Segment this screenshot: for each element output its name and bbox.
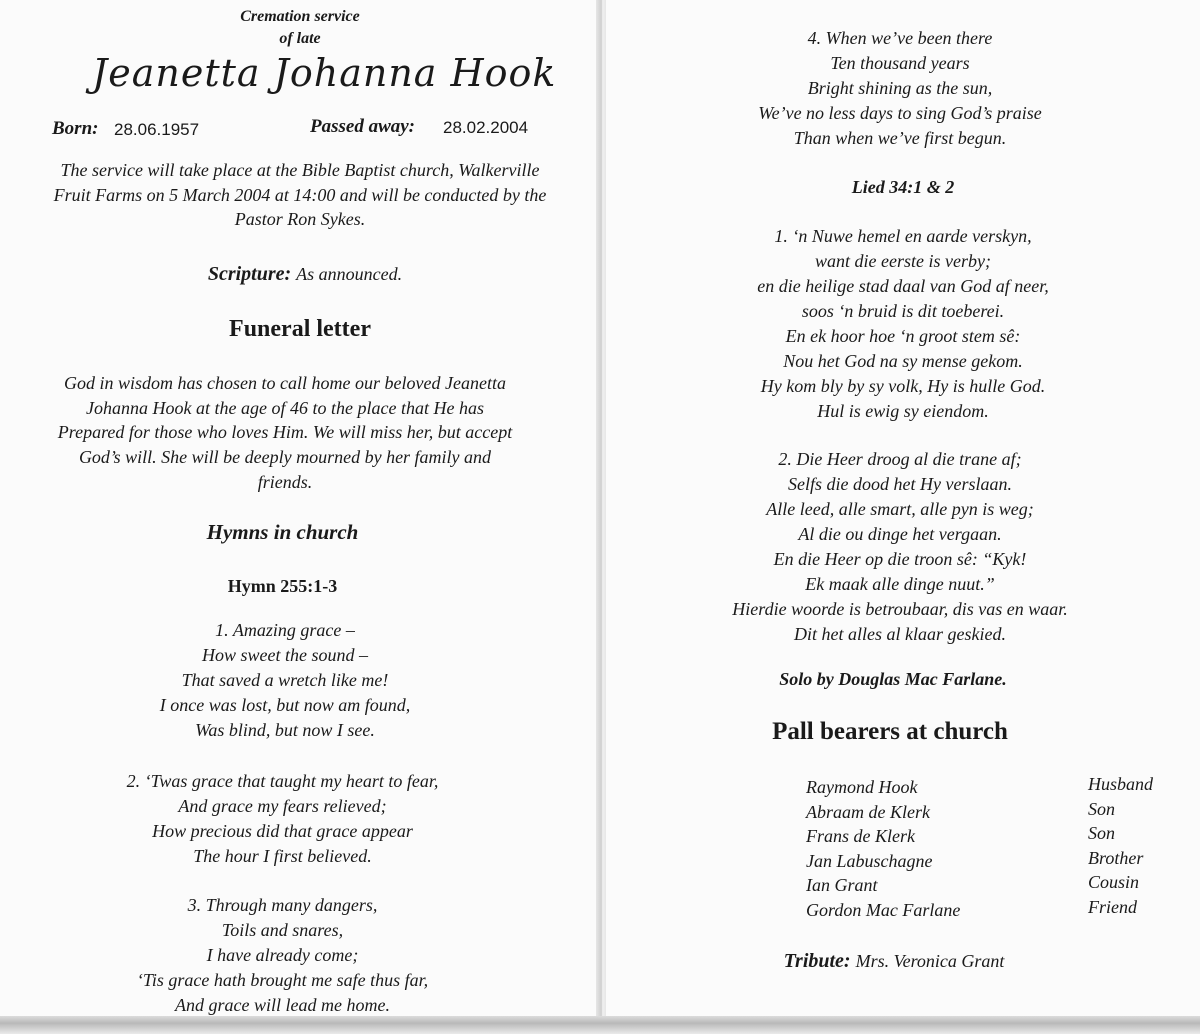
verse-line: 1. Amazing grace – — [215, 620, 355, 640]
verse-line: And grace my fears relieved; — [178, 796, 387, 816]
pall-bearer-name: Gordon Mac Farlane — [806, 899, 961, 920]
pall-bearer-name: Ian Grant — [806, 875, 878, 895]
verse-line: 2. ‘Twas grace that taught my heart to fear, — [126, 771, 439, 791]
verse-line: Hierdie woorde is betroubaar, dis vas en waar. — [732, 599, 1068, 619]
hymn-verse-1 — [0, 620, 570, 745]
verse-line: soos ‘n bruid is dit toeberei. — [801, 301, 1005, 321]
service-info-line: The service will take place at the Bible Baptist church, Walkerville — [60, 160, 540, 180]
hymn-verse-2 — [0, 771, 565, 871]
verse-line: Ek maak alle dinge nuut.” — [805, 574, 995, 594]
verse-line: I once was lost, but now am found, — [159, 695, 411, 715]
scripture — [0, 263, 610, 286]
service-line-2: of late — [279, 30, 321, 47]
lied-verse-1 — [606, 226, 1200, 426]
pall-bearer-relation: Brother — [1088, 847, 1144, 868]
service-line-1: Cremation service — [240, 8, 360, 25]
verse-line: I have already come; — [206, 945, 359, 965]
deceased-name: Jeanetta Johanna Hook — [92, 51, 557, 95]
lied-verse-2 — [606, 449, 1194, 649]
pall-bearer-names — [806, 777, 960, 924]
tribute-label: Tribute: — [783, 950, 851, 972]
tribute-value: Mrs. Veronica Grant — [855, 951, 1005, 971]
verse-line: That saved a wretch like me! — [181, 670, 389, 690]
verse-line: Ten thousand years — [830, 53, 970, 73]
verse-line: Toils and snares, — [221, 920, 344, 940]
funeral-letter-heading: Funeral letter — [229, 316, 371, 342]
passed-away-date: 28.02.2004 — [443, 118, 529, 137]
verse-line: How precious did that grace appear — [152, 821, 413, 841]
verse-line: 1. ‘n Nuwe hemel en aarde verskyn, — [774, 226, 1032, 246]
pall-bearer-relation: Husband — [1088, 774, 1154, 794]
pall-bearers-heading: Pall bearers at church — [772, 718, 1008, 745]
verse-line: The hour I first believed. — [193, 846, 372, 866]
solo-line: Solo by Douglas Mac Farlane. — [779, 669, 1007, 689]
service-info-line: Pastor Ron Sykes. — [234, 209, 366, 230]
service-heading — [170, 6, 430, 50]
pall-bearer-relation: Friend — [1088, 896, 1137, 917]
hymns-heading: Hymns in church — [206, 520, 359, 544]
right-page — [606, 0, 1200, 1016]
funeral-letter-body — [0, 373, 570, 496]
verse-line: Nou het God na sy mense gekom. — [783, 351, 1023, 371]
pall-bearer-name: Raymond Hook — [806, 777, 918, 797]
verse-line: want die eerste is verby; — [815, 251, 991, 271]
passed-away-label: Passed away: — [310, 116, 416, 137]
verse-line: Dit het alles al klaar geskied. — [794, 624, 1006, 644]
verse-line: en die heilige stad daal van God af neer, — [757, 276, 1049, 296]
verse-line: En ek hoor hoe ‘n groot stem sê: — [785, 326, 1021, 346]
verse-line: Al die ou dinge het vergaan. — [798, 524, 1002, 544]
verse-line: Than when we’ve first begun. — [793, 128, 1007, 148]
verse-line: We’ve no less days to sing God’s praise — [758, 103, 1042, 123]
verse-line: Bright shining as the sun, — [807, 78, 993, 98]
pall-bearer-relation: Cousin — [1088, 872, 1140, 892]
verse-line: 2. Die Heer droog al die trane af; — [778, 449, 1022, 469]
funeral-letter-line: God’s will. She will be deeply mourned by her family and — [78, 447, 492, 468]
pall-bearer-relation: Son — [1088, 823, 1115, 843]
pall-bearer-relations — [1088, 774, 1153, 921]
lied-title: Lied 34:1 & 2 — [851, 177, 955, 197]
pall-bearer-name: Abraam de Klerk — [806, 801, 930, 822]
verse-line: Was blind, but now I see. — [195, 720, 375, 740]
service-info-line: Fruit Farms on 5 March 2004 at 14:00 and will be conducted by the — [53, 184, 547, 205]
funeral-letter-line: Prepared for those who loves Him. We will miss her, but accept — [57, 422, 513, 443]
verse-line: Selfs die dood het Hy verslaan. — [788, 474, 1012, 494]
left-page — [0, 0, 600, 1016]
born-date: 28.06.1957 — [114, 120, 200, 139]
hymn-verse-4 — [606, 28, 1194, 153]
verse-line: Alle leed, alle smart, alle pyn is weg; — [766, 499, 1034, 519]
verse-line: 4. When we’ve been there — [807, 28, 993, 48]
scripture-value: As announced. — [296, 264, 403, 284]
funeral-letter-line: God in wisdom has chosen to call home our beloved Jeanetta — [64, 373, 506, 393]
funeral-letter-line: Johanna Hook at the age of 46 to the place that He has — [86, 397, 484, 418]
verse-line: 3. Through many dangers, — [187, 895, 378, 915]
born-label: Born: — [52, 118, 99, 139]
verse-line: And grace will lead me home. — [175, 995, 390, 1015]
page-bottom-edge — [0, 1016, 1200, 1034]
pall-bearer-name: Jan Labuschagne — [806, 850, 933, 871]
verse-line: Hy kom bly by sy volk, Hy is hulle God. — [760, 376, 1046, 396]
hymn-verse-3 — [0, 895, 565, 1020]
pall-bearer-name: Frans de Klerk — [806, 826, 915, 846]
pall-bearer-relation: Son — [1088, 798, 1115, 819]
service-info — [0, 160, 600, 234]
verse-line: Hul is ewig sy eiendom. — [817, 401, 989, 421]
verse-line: How sweet the sound – — [202, 645, 368, 665]
tribute — [606, 950, 1182, 973]
verse-line: En die Heer op die troon sê: “Kyk! — [773, 549, 1027, 569]
hymn-title: Hymn 255:1-3 — [227, 576, 338, 596]
funeral-letter-line: friends. — [257, 471, 313, 492]
scripture-label: Scripture: — [207, 263, 292, 285]
verse-line: ‘Tis grace hath brought me safe thus far, — [136, 970, 429, 990]
